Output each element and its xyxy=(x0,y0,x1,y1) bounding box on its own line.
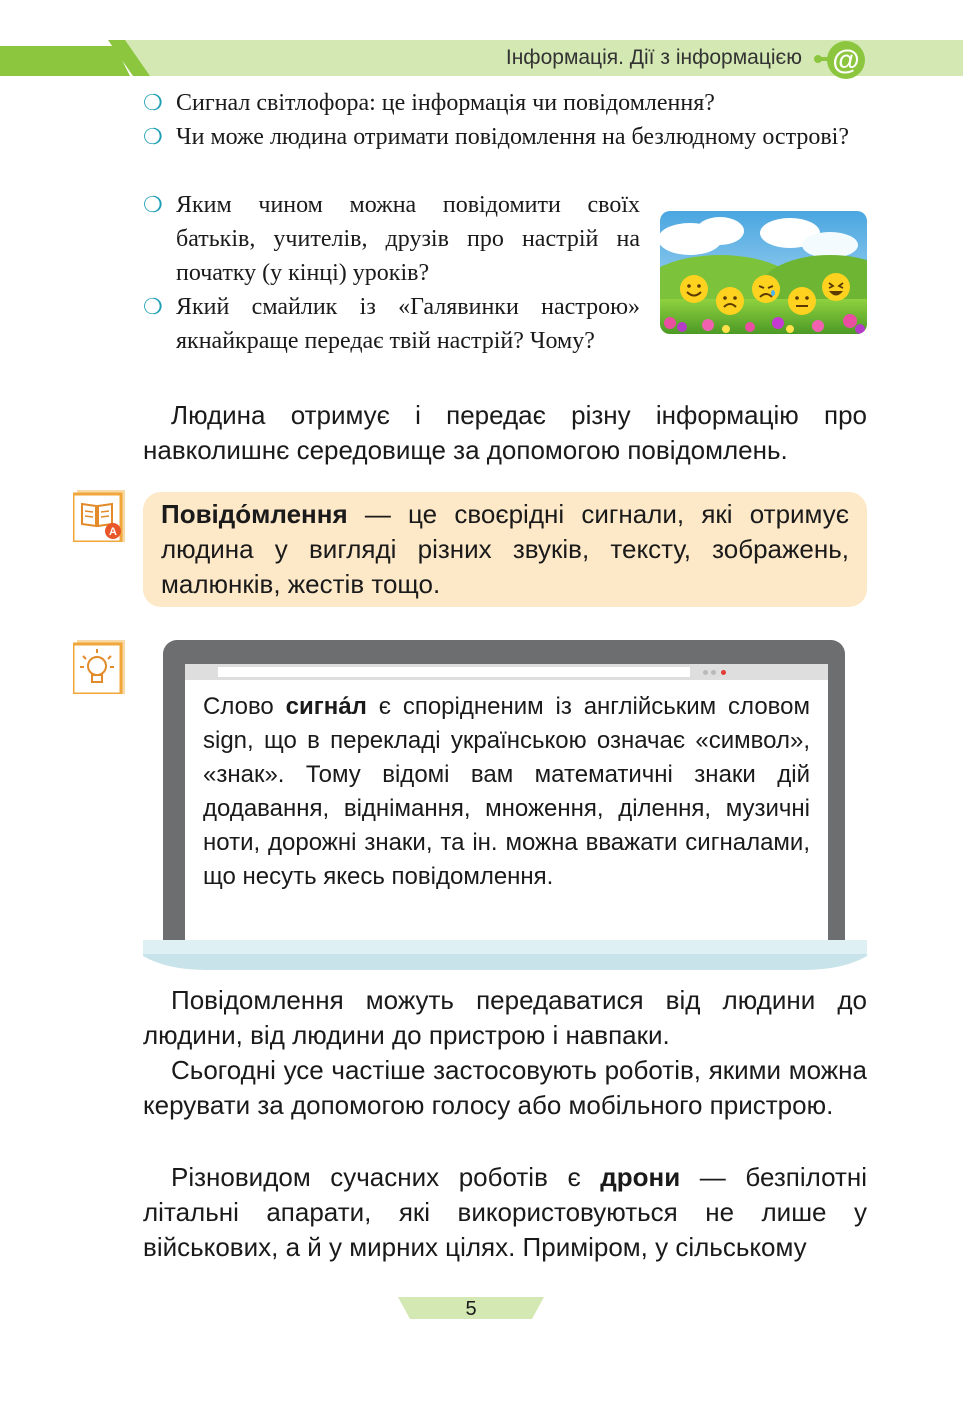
question-item xyxy=(143,120,868,154)
circle-bullet-icon: ❍ xyxy=(143,90,163,115)
at-sign-icon xyxy=(812,40,874,80)
question-item xyxy=(143,290,640,358)
question-text: Яким чином можна повідомити своїх батьків, учителів, друзів про настрій на початку (у кінці) уроків? xyxy=(176,192,640,286)
window-dot-icon xyxy=(711,670,716,675)
definition-term: Повідо́млення xyxy=(161,499,348,529)
window-close-dot-icon xyxy=(721,670,726,675)
body-paragraph: Повідомлення можуть передаватися від людини до людини, від людини до пристрою і навпаки. xyxy=(143,985,867,1050)
page-number: 5 xyxy=(465,1298,477,1320)
browser-address-bar xyxy=(218,667,690,677)
definition-body: — це своєрідні сигнали, які отримує людина у вигляді різних звуків, тексту, зображень, малюнків, жестів тощо. xyxy=(161,499,849,599)
drones-term: дрони xyxy=(600,1162,681,1192)
book-icon xyxy=(73,490,125,542)
info-term: сигна́л xyxy=(285,693,367,720)
mood-meadow-smileys-image xyxy=(660,211,867,334)
body-paragraph: Різновидом сучасних роботів є дрони — безпілотні літальні апарати, які використовуються не лише у військових, а й у мирних цілях. Приміром, у сільському xyxy=(143,1162,867,1262)
question-text: Сигнал світлофора: це інформація чи повідомлення? xyxy=(176,90,715,116)
circle-bullet-icon: ❍ xyxy=(143,124,163,149)
svg-text:@: @ xyxy=(832,44,860,75)
laptop-base xyxy=(143,940,867,970)
svg-text:A: A xyxy=(109,526,117,538)
circle-bullet-icon: ❍ xyxy=(143,192,163,217)
question-item xyxy=(143,86,863,120)
question-item xyxy=(143,188,640,290)
question-text: Який смайлик із «Галявинки настрою» якнайкраще передає твій настрій? Чому? xyxy=(176,294,640,354)
definition-text xyxy=(161,497,849,602)
question-text: Чи може людина отримати повідомлення на безлюдному острові? xyxy=(176,124,849,150)
circle-bullet-icon: ❍ xyxy=(143,294,163,319)
body-paragraph: Сьогодні усе частіше застосовують роботів, якими можна керувати за допомогою голосу або мобільного пристрою. xyxy=(143,1055,867,1120)
window-dot-icon xyxy=(703,670,708,675)
intro-paragraph: Людина отримує і передає різну інформацію про навколишнє середовище за допомогою повідомлень. xyxy=(143,400,867,465)
lightbulb-icon xyxy=(73,640,125,694)
chapter-title: Інформація. Дії з інформацією xyxy=(505,46,802,69)
info-text: Слово сигна́л є спорідненим із англійським словом sign, що в перекладі українською означає «символ», «знак». Тому відомі вам математичні знаки дій додавання, віднімання, множення, ділення, музичні ноти, дорожні знаки, та ін. можна вважати сигналами, що несуть якесь повідомлення. xyxy=(203,693,810,890)
